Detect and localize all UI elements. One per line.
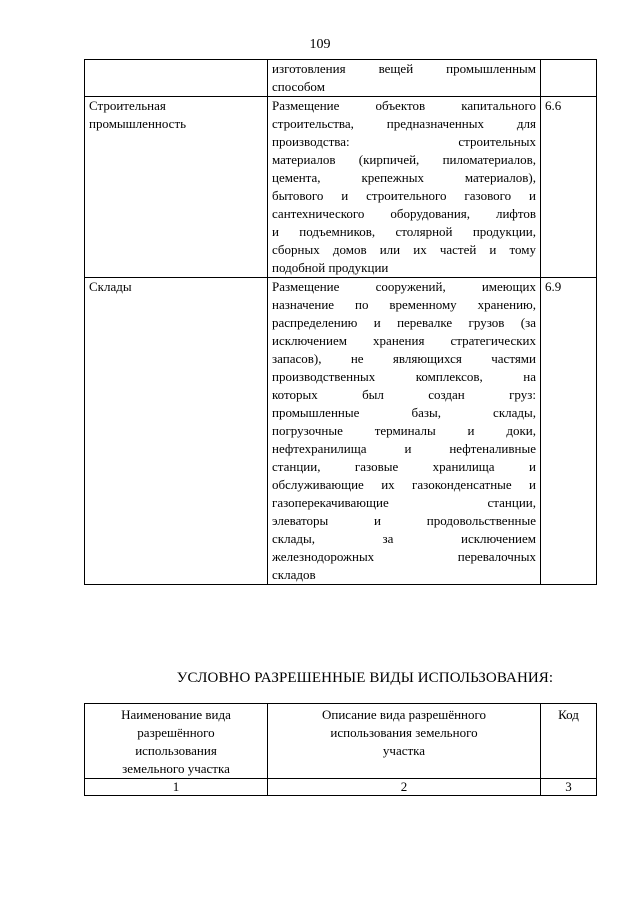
use-name-line: Склады: [89, 279, 132, 294]
use-name-cell: [85, 278, 268, 585]
use-name-line: Строительная: [89, 98, 166, 113]
page-number: 109: [309, 37, 331, 52]
table-header-row: [85, 704, 597, 779]
description-line: складов: [272, 567, 316, 582]
header-line: участка: [382, 743, 426, 758]
description-line: которых был создан груз:: [272, 387, 536, 402]
header-line: Описание вида разрешённого: [321, 707, 487, 722]
table-row: [85, 97, 597, 278]
column-number: 1: [85, 779, 268, 796]
description-line: бытового и строительного газового и: [272, 188, 536, 203]
description-line: сантехнического оборудования, лифтов: [272, 206, 536, 221]
use-name-cell: [85, 60, 268, 97]
header-line: использования: [135, 743, 217, 758]
header-line: разрешённого: [137, 725, 215, 740]
header-line: земельного участка: [122, 761, 230, 776]
use-name-line: промышленность: [89, 116, 187, 131]
description-line: изготовления вещей промышленным: [272, 61, 536, 76]
use-code-cell: [541, 60, 597, 97]
use-code-cell: 6.9: [541, 278, 597, 585]
use-description-cell: [268, 278, 541, 585]
description-line: погрузочные терминалы и доки,: [272, 423, 536, 438]
column-number: 3: [541, 779, 597, 796]
conditional-uses-table: [84, 703, 597, 796]
description-line: промышленные базы, склады,: [272, 405, 536, 420]
header-line: использования земельного: [330, 725, 478, 740]
description-line: станции, газовые хранилища и: [272, 459, 536, 474]
use-code-cell: 6.6: [541, 97, 597, 278]
description-line: обслуживающие их газоконденсатные и: [272, 477, 536, 492]
description-line: строительства, предназначенных для: [272, 116, 536, 131]
header-description-cell: [268, 704, 541, 779]
description-line: назначение по временному хранению,: [272, 297, 536, 312]
description-line: цемента, крепежных материалов),: [272, 170, 536, 185]
description-line: нефтехранилища и нефтеналивные: [272, 441, 536, 456]
description-line: способом: [272, 79, 325, 94]
description-line: газоперекачивающие станции,: [272, 495, 536, 510]
description-line: Размещение объектов капитального: [272, 98, 536, 113]
table-row: [85, 60, 597, 97]
description-line: производства: строительных: [272, 134, 536, 149]
table-row: [85, 278, 597, 585]
column-number: 2: [268, 779, 541, 796]
description-line: исключением хранения стратегических: [272, 333, 536, 348]
description-line: элеваторы и продовольственные: [272, 513, 536, 528]
description-line: материалов (кирпичей, пиломатериалов,: [272, 152, 536, 167]
description-line: подобной продукции: [272, 260, 389, 275]
description-line: производственных комплексов, на: [272, 369, 536, 384]
description-line: и подъемников, столярной продукции,: [272, 224, 536, 239]
description-line: железнодорожных перевалочных: [272, 549, 536, 564]
header-name-cell: [85, 704, 268, 779]
description-line: сборных домов или их частей и тому: [272, 242, 536, 257]
header-code-cell: Код: [541, 704, 597, 779]
use-name-cell: [85, 97, 268, 278]
description-line: запасов), не являющихся частями: [272, 351, 536, 366]
description-line: распределению и перевалке грузов (за: [272, 315, 536, 330]
use-description-cell: [268, 97, 541, 278]
section-title: УСЛОВНО РАЗРЕШЕННЫЕ ВИДЫ ИСПОЛЬЗОВАНИЯ:: [176, 670, 554, 686]
description-line: склады, за исключением: [272, 531, 536, 546]
permitted-uses-table: [84, 59, 597, 585]
use-description-cell: [268, 60, 541, 97]
column-numbers-row: [85, 779, 597, 796]
description-line: Размещение сооружений, имеющих: [272, 279, 536, 294]
header-line: Наименование вида: [121, 707, 231, 722]
